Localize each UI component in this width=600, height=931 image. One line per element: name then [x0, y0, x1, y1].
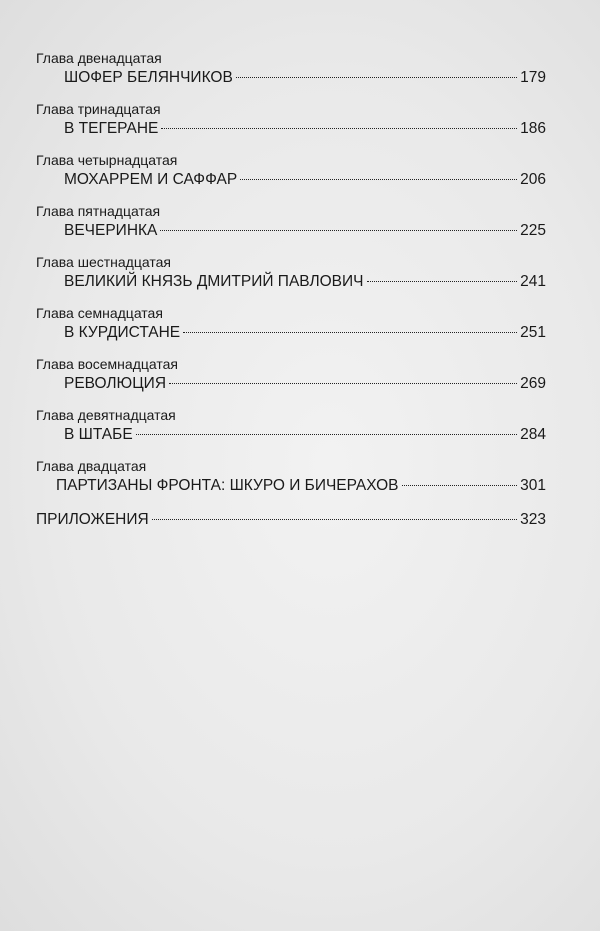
chapter-label: Глава восемнадцатая — [36, 356, 178, 372]
toc-row[interactable] — [36, 424, 546, 446]
chapter-title: РЕВОЛЮЦИЯ — [64, 375, 167, 392]
chapter-title: ВЕЛИКИЙ КНЯЗЬ ДМИТРИЙ ПАВЛОВИЧ — [64, 273, 364, 290]
page-number: 323 — [520, 511, 546, 528]
page-number: 251 — [520, 324, 546, 341]
page-number: 179 — [520, 69, 546, 86]
toc-entry — [36, 407, 546, 446]
toc-entry-appendix — [36, 509, 546, 531]
toc-entry — [36, 254, 546, 293]
toc-entry — [36, 203, 546, 242]
appendix-title: ПРИЛОЖЕНИЯ — [36, 511, 149, 528]
page-number: 269 — [520, 375, 546, 392]
page-number: 301 — [520, 477, 546, 494]
page-number: 186 — [520, 120, 546, 137]
toc-entry — [36, 152, 546, 191]
page-number: 225 — [520, 222, 546, 239]
toc-entry — [36, 50, 546, 89]
chapter-label: Глава четырнадцатая — [36, 152, 178, 168]
toc-entry — [36, 305, 546, 344]
chapter-label: Глава девятнадцатая — [36, 407, 176, 423]
toc-row[interactable] — [36, 509, 546, 531]
toc-row[interactable] — [36, 67, 546, 89]
dot-leader — [152, 519, 517, 520]
dot-leader — [160, 230, 517, 231]
toc-row[interactable] — [36, 271, 546, 293]
page-number: 241 — [520, 273, 546, 290]
dot-leader — [183, 332, 517, 333]
toc-row[interactable] — [36, 373, 546, 395]
chapter-label: Глава двенадцатая — [36, 50, 162, 66]
toc-entry — [36, 458, 546, 497]
toc-row[interactable] — [36, 475, 546, 497]
chapter-label: Глава шестнадцатая — [36, 254, 171, 270]
chapter-title: В ТЕГЕРАНЕ — [64, 120, 159, 137]
toc-entry — [36, 101, 546, 140]
toc-row[interactable] — [36, 118, 546, 140]
page-number: 206 — [520, 171, 546, 188]
chapter-label: Глава двадцатая — [36, 458, 147, 474]
chapter-title: ВЕЧЕРИНКА — [64, 222, 158, 239]
chapter-title: МОХАРРЕМ И САФФАР — [64, 171, 238, 188]
chapter-title: ПАРТИЗАНЫ ФРОНТА: ШКУРО И БИЧЕРАХОВ — [56, 477, 399, 494]
page-number: 284 — [520, 426, 546, 443]
toc-entry — [36, 356, 546, 395]
dot-leader — [169, 383, 517, 384]
toc-row[interactable] — [36, 220, 546, 242]
dot-leader — [367, 281, 518, 282]
table-of-contents — [36, 50, 546, 543]
dot-leader — [240, 179, 517, 180]
chapter-label: Глава семнадцатая — [36, 305, 163, 321]
dot-leader — [236, 77, 517, 78]
chapter-label: Глава тринадцатая — [36, 101, 161, 117]
chapter-title: В ШТАБЕ — [64, 426, 133, 443]
dot-leader — [402, 485, 518, 486]
toc-row[interactable] — [36, 169, 546, 191]
dot-leader — [136, 434, 517, 435]
dot-leader — [161, 128, 517, 129]
chapter-title: В КУРДИСТАНЕ — [64, 324, 181, 341]
chapter-label: Глава пятнадцатая — [36, 203, 161, 219]
chapter-title: ШОФЕР БЕЛЯНЧИКОВ — [64, 69, 233, 86]
toc-row[interactable] — [36, 322, 546, 344]
